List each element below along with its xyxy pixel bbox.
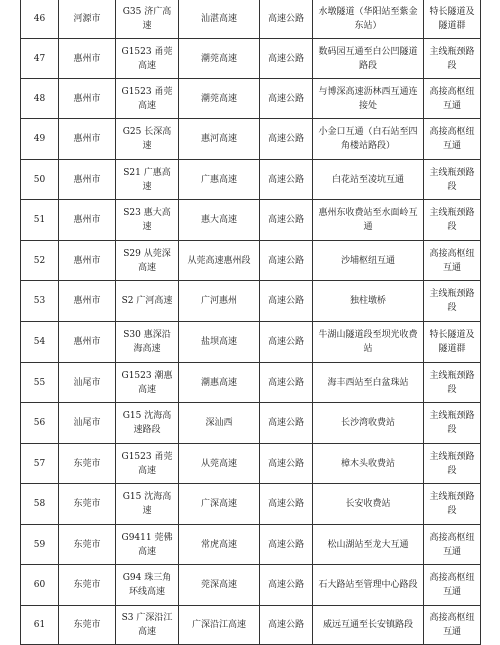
row-number: 58 xyxy=(21,484,59,525)
section-cell: 盐坝高速 xyxy=(179,322,260,363)
location-cell: 威远互通至长安镇路段 xyxy=(313,606,424,645)
road-type-cell: 高速公路 xyxy=(260,79,313,119)
city-cell: 汕尾市 xyxy=(59,363,116,403)
table-row xyxy=(21,363,481,403)
table-row xyxy=(21,241,481,281)
table-row xyxy=(21,160,481,200)
location-cell: 小金口互通（白石站至四角楼站路段） xyxy=(313,119,424,160)
route-cell: G15 沈海高速 xyxy=(116,484,179,525)
category-cell: 高接高枢纽互通 xyxy=(424,241,481,281)
table-body xyxy=(21,0,481,645)
city-cell: 东莞市 xyxy=(59,484,116,525)
route-cell: G94 珠三角环线高速 xyxy=(116,565,179,606)
location-cell: 樟木头收费站 xyxy=(313,444,424,484)
location-cell: 惠州东收费站至水面岭互通 xyxy=(313,200,424,241)
section-cell: 从莞高速惠州段 xyxy=(179,241,260,281)
row-number: 54 xyxy=(21,322,59,363)
row-number: 47 xyxy=(21,39,59,79)
row-number: 52 xyxy=(21,241,59,281)
row-number: 46 xyxy=(21,0,59,39)
table-row xyxy=(21,322,481,363)
city-cell: 惠州市 xyxy=(59,281,116,322)
table-row xyxy=(21,0,481,39)
road-type-cell: 高速公路 xyxy=(260,160,313,200)
city-cell: 东莞市 xyxy=(59,444,116,484)
city-cell: 汕尾市 xyxy=(59,403,116,444)
location-cell: 白花站至凌坑互通 xyxy=(313,160,424,200)
category-cell: 高接高枢纽互通 xyxy=(424,79,481,119)
route-cell: S30 惠深沿海高速 xyxy=(116,322,179,363)
road-type-cell: 高速公路 xyxy=(260,606,313,645)
category-cell: 特长隧道及隧道群 xyxy=(424,0,481,39)
section-cell: 广深沿江高速 xyxy=(179,606,260,645)
city-cell: 东莞市 xyxy=(59,525,116,565)
table-row xyxy=(21,565,481,606)
location-cell: 水墩隧道（华阳站至紫金东站） xyxy=(313,0,424,39)
table-row xyxy=(21,484,481,525)
table-row xyxy=(21,79,481,119)
route-cell: S2 广河高速 xyxy=(116,281,179,322)
section-cell: 常虎高速 xyxy=(179,525,260,565)
location-cell: 独柱墩桥 xyxy=(313,281,424,322)
route-cell: G25 长深高速 xyxy=(116,119,179,160)
city-cell: 惠州市 xyxy=(59,160,116,200)
section-cell: 广惠高速 xyxy=(179,160,260,200)
city-cell: 惠州市 xyxy=(59,200,116,241)
location-cell: 海丰西站至白盆珠站 xyxy=(313,363,424,403)
category-cell: 高接高枢纽互通 xyxy=(424,565,481,606)
category-cell: 主线瓶颈路段 xyxy=(424,484,481,525)
table-row xyxy=(21,200,481,241)
location-cell: 牛湖山隧道段至坝光收费站 xyxy=(313,322,424,363)
section-cell: 潮莞高速 xyxy=(179,79,260,119)
table-row xyxy=(21,119,481,160)
route-cell: S29 从莞深高速 xyxy=(116,241,179,281)
road-type-cell: 高速公路 xyxy=(260,363,313,403)
road-type-cell: 高速公路 xyxy=(260,241,313,281)
section-cell: 广深高速 xyxy=(179,484,260,525)
table-row xyxy=(21,525,481,565)
section-cell: 莞深高速 xyxy=(179,565,260,606)
location-cell: 石大路站至管理中心路段 xyxy=(313,565,424,606)
row-number: 59 xyxy=(21,525,59,565)
row-number: 50 xyxy=(21,160,59,200)
table-row xyxy=(21,444,481,484)
road-type-cell: 高速公路 xyxy=(260,322,313,363)
route-cell: S3 广深沿江高速 xyxy=(116,606,179,645)
route-cell: S21 广惠高速 xyxy=(116,160,179,200)
table-row xyxy=(21,606,481,645)
road-type-cell: 高速公路 xyxy=(260,525,313,565)
row-number: 49 xyxy=(21,119,59,160)
section-cell: 深汕西 xyxy=(179,403,260,444)
row-number: 55 xyxy=(21,363,59,403)
road-type-cell: 高速公路 xyxy=(260,39,313,79)
category-cell: 高接高枢纽互通 xyxy=(424,606,481,645)
row-number: 48 xyxy=(21,79,59,119)
road-type-cell: 高速公路 xyxy=(260,403,313,444)
section-cell: 惠河高速 xyxy=(179,119,260,160)
road-type-cell: 高速公路 xyxy=(260,444,313,484)
table-row xyxy=(21,403,481,444)
road-type-cell: 高速公路 xyxy=(260,281,313,322)
table-row xyxy=(21,39,481,79)
road-type-cell: 高速公路 xyxy=(260,200,313,241)
section-cell: 从莞高速 xyxy=(179,444,260,484)
city-cell: 惠州市 xyxy=(59,79,116,119)
row-number: 57 xyxy=(21,444,59,484)
route-cell: G15 沈海高速路段 xyxy=(116,403,179,444)
section-cell: 广河惠州 xyxy=(179,281,260,322)
category-cell: 主线瓶颈路段 xyxy=(424,39,481,79)
location-cell: 沙埔枢纽互通 xyxy=(313,241,424,281)
category-cell: 主线瓶颈路段 xyxy=(424,160,481,200)
route-cell: G1523 甬莞高速 xyxy=(116,39,179,79)
row-number: 60 xyxy=(21,565,59,606)
category-cell: 特长隧道及隧道群 xyxy=(424,322,481,363)
route-cell: S23 惠大高速 xyxy=(116,200,179,241)
category-cell: 主线瓶颈路段 xyxy=(424,444,481,484)
location-cell: 长沙湾收费站 xyxy=(313,403,424,444)
route-cell: G35 济广高速 xyxy=(116,0,179,39)
row-number: 61 xyxy=(21,606,59,645)
city-cell: 惠州市 xyxy=(59,241,116,281)
city-cell: 东莞市 xyxy=(59,606,116,645)
road-type-cell: 高速公路 xyxy=(260,119,313,160)
road-type-cell: 高速公路 xyxy=(260,0,313,39)
category-cell: 主线瓶颈路段 xyxy=(424,403,481,444)
road-type-cell: 高速公路 xyxy=(260,565,313,606)
section-cell: 惠大高速 xyxy=(179,200,260,241)
category-cell: 主线瓶颈路段 xyxy=(424,200,481,241)
category-cell: 高接高枢纽互通 xyxy=(424,119,481,160)
route-cell: G1523 潮惠高速 xyxy=(116,363,179,403)
location-cell: 数码园互通至白公凹隧道路段 xyxy=(313,39,424,79)
category-cell: 高接高枢纽互通 xyxy=(424,525,481,565)
city-cell: 河源市 xyxy=(59,0,116,39)
location-cell: 与博深高速沥林西互通连接处 xyxy=(313,79,424,119)
location-cell: 松山湖站至龙大互通 xyxy=(313,525,424,565)
route-cell: G1523 甬莞高速 xyxy=(116,79,179,119)
road-type-cell: 高速公路 xyxy=(260,484,313,525)
section-cell: 潮惠高速 xyxy=(179,363,260,403)
city-cell: 东莞市 xyxy=(59,565,116,606)
category-cell: 主线瓶颈路段 xyxy=(424,281,481,322)
city-cell: 惠州市 xyxy=(59,39,116,79)
section-cell: 汕湛高速 xyxy=(179,0,260,39)
section-cell: 潮莞高速 xyxy=(179,39,260,79)
highway-bottleneck-table xyxy=(20,0,481,645)
table-row xyxy=(21,281,481,322)
route-cell: G9411 莞佛高速 xyxy=(116,525,179,565)
category-cell: 主线瓶颈路段 xyxy=(424,363,481,403)
city-cell: 惠州市 xyxy=(59,322,116,363)
row-number: 51 xyxy=(21,200,59,241)
location-cell: 长安收费站 xyxy=(313,484,424,525)
city-cell: 惠州市 xyxy=(59,119,116,160)
route-cell: G1523 甬莞高速 xyxy=(116,444,179,484)
row-number: 53 xyxy=(21,281,59,322)
row-number: 56 xyxy=(21,403,59,444)
